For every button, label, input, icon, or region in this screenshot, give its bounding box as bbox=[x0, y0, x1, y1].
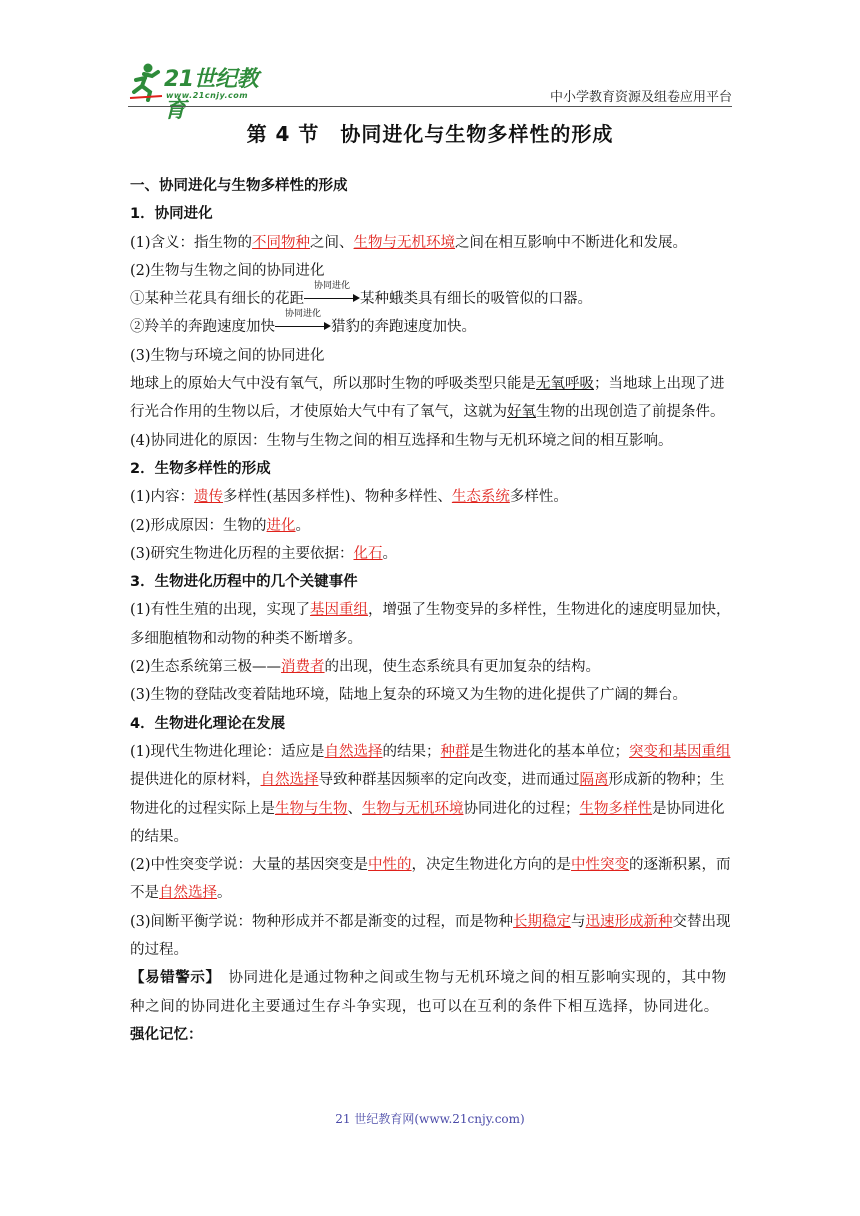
paragraph bbox=[130, 512, 734, 540]
text: 。 bbox=[295, 517, 311, 534]
subheading-theory: 4．生物进化理论在发展 bbox=[130, 715, 286, 732]
main-content bbox=[130, 172, 734, 1049]
logo bbox=[128, 60, 278, 123]
keyword: 隔离 bbox=[579, 772, 609, 789]
subheading-biodiversity: 2．生物多样性的形成 bbox=[130, 460, 271, 477]
text: 提供进化的原材料， bbox=[130, 772, 261, 789]
keyword: 中性突变 bbox=[571, 857, 630, 874]
keyword: 进化 bbox=[266, 517, 296, 534]
keyword: 自然选择 bbox=[324, 743, 383, 760]
text: 之间在相互影响中不断进化和发展。 bbox=[455, 234, 688, 251]
keyword: 突变和基因重组 bbox=[629, 743, 731, 760]
text: 某种蛾类具有细长的吸管似的口器。 bbox=[360, 291, 592, 308]
keyword: 生态系统 bbox=[451, 489, 510, 506]
text: (1)内容： bbox=[130, 489, 195, 506]
text: 生物的出现创造了前提条件。 bbox=[536, 404, 725, 421]
text: ；当地球上出现了进行光合作用的生物以后，才使原始大气中有了氧气，这就为 bbox=[130, 376, 725, 421]
text: 多样性(基因多样性)、物种多样性、 bbox=[223, 489, 452, 506]
text: 猎豹的奔跑速度加快。 bbox=[331, 319, 476, 336]
text: (3)间断平衡学说：物种形成并不都是渐变的过程，而是物种 bbox=[130, 913, 514, 930]
text: ，增强了生物变异的多样性，生物进化的速度明显加快，多细胞植物和动物的种类不断增多。 bbox=[130, 602, 731, 647]
logo-url: www.21cnjy.com bbox=[166, 91, 249, 100]
text: 多样性。 bbox=[509, 489, 568, 506]
keyword: 生物与生物 bbox=[275, 800, 348, 817]
runner-logo-icon bbox=[128, 62, 164, 102]
page-header bbox=[128, 60, 732, 123]
text: ，决定生物进化方向的是 bbox=[411, 857, 572, 874]
text: 交替出现的过程。 bbox=[130, 913, 731, 959]
keyword: 自然选择 bbox=[260, 772, 319, 789]
text: ①某种兰花具有细长的花距 bbox=[130, 291, 304, 308]
keyword: 遗传 bbox=[194, 489, 224, 506]
text: 。 bbox=[382, 545, 398, 562]
keyword: 生物与无机环境 bbox=[353, 234, 456, 251]
text: 形成新的物种；生物进化的过程实际上是 bbox=[130, 772, 725, 817]
text: 与 bbox=[571, 913, 586, 930]
text: 是协同进化的结果。 bbox=[130, 800, 725, 845]
warning-label: 【易错警示】 bbox=[130, 970, 214, 987]
paragraph-punctuated bbox=[130, 908, 734, 965]
text: 、 bbox=[347, 800, 362, 817]
text: (1)含义：指生物的 bbox=[130, 234, 253, 251]
text: (2)形成原因：生物的 bbox=[130, 517, 267, 534]
text: 导致种群基因频率的定向改变，进而通过 bbox=[318, 772, 580, 789]
text: 的结果； bbox=[382, 743, 441, 760]
warning-note bbox=[130, 964, 734, 1021]
text: 的出现，使生态系统具有更加复杂的结构。 bbox=[324, 659, 601, 676]
paragraph bbox=[130, 540, 734, 568]
coevolution-arrow-icon bbox=[275, 309, 331, 333]
text: (1)有性生殖的出现，实现了 bbox=[130, 602, 311, 619]
keyword: 种群 bbox=[440, 743, 470, 760]
memory-heading: 强化记忆： bbox=[130, 1026, 203, 1043]
text: 地球上的原始大气中没有氧气，所以那时生物的呼吸类型只能是 bbox=[130, 376, 536, 393]
keyword: 生物与无机环境 bbox=[362, 800, 464, 817]
text: (1)现代生物进化理论：适应是 bbox=[130, 743, 325, 760]
logo-text: 21世纪教育 bbox=[164, 67, 259, 123]
text: 之间、 bbox=[310, 234, 354, 251]
paragraph-modern-theory bbox=[130, 738, 734, 851]
underlined-term: 无氧呼吸 bbox=[536, 376, 594, 393]
underlined-term: 好氧 bbox=[507, 404, 536, 421]
warning-text: 协同进化是通过物种之间或生物与无机环境之间的相互影响实现的，其中物种之间的协同进化主要通过生存斗争实现，也可以在互利的条件下相互选择，协同进化。 bbox=[130, 970, 727, 1015]
paragraph bbox=[130, 483, 734, 511]
keyword: 长期稳定 bbox=[513, 913, 572, 930]
paragraph-orchid bbox=[130, 281, 734, 313]
paragraph-definition bbox=[130, 229, 734, 257]
coevolution-arrow-icon bbox=[304, 281, 360, 305]
header-divider bbox=[128, 106, 732, 107]
keyword: 中性的 bbox=[368, 857, 412, 874]
paragraph-neutral-theory bbox=[130, 851, 734, 908]
arrow-label: 协同进化 bbox=[313, 281, 350, 292]
paragraph: (3)生物与环境之间的协同进化 bbox=[130, 347, 325, 364]
page-footer: 21 世纪教育网(www.21cnjy.com) bbox=[335, 1112, 525, 1126]
paragraph bbox=[130, 653, 734, 681]
text: 。 bbox=[217, 885, 232, 902]
text: ②羚羊的奔跑速度加快 bbox=[130, 319, 275, 336]
page-title: 第 4 节 协同进化与生物多样性的形成 bbox=[246, 122, 614, 146]
platform-name: 中小学教育资源及组卷应用平台 bbox=[549, 90, 732, 105]
keyword: 化石 bbox=[353, 545, 383, 562]
arrow-label: 协同进化 bbox=[284, 309, 321, 320]
keyword: 基因重组 bbox=[310, 602, 369, 619]
paragraph-antelope bbox=[130, 309, 734, 341]
subheading-key-events: 3．生物进化历程中的几个关键事件 bbox=[130, 574, 358, 591]
subheading-coevolution: 1．协同进化 bbox=[130, 206, 213, 223]
keyword: 不同物种 bbox=[252, 234, 311, 251]
keyword: 生物多样性 bbox=[579, 800, 652, 817]
keyword: 迅速形成新种 bbox=[585, 913, 673, 930]
text: 是生物进化的基本单位； bbox=[469, 743, 630, 760]
text: 协同进化的过程； bbox=[463, 800, 580, 817]
paragraph: (3)生物的登陆改变着陆地环境，陆地上复杂的环境又为生物的进化提供了广阔的舞台。 bbox=[130, 687, 688, 704]
paragraph-atmosphere bbox=[130, 370, 734, 427]
text: (3)研究生物进化历程的主要依据： bbox=[130, 545, 354, 562]
paragraph: (2)生物与生物之间的协同进化 bbox=[130, 262, 325, 279]
text: (2)生态系统第三极—— bbox=[130, 659, 282, 676]
paragraph bbox=[130, 596, 734, 653]
text: 的逐渐积累，而不是 bbox=[130, 857, 731, 902]
text: (2)中性突变学说：大量的基因突变是 bbox=[130, 857, 369, 874]
section-heading: 一、协同进化与生物多样性的形成 bbox=[130, 178, 348, 194]
keyword: 消费者 bbox=[281, 659, 325, 676]
keyword: 自然选择 bbox=[159, 885, 217, 902]
paragraph: (4)协同进化的原因：生物与生物之间的相互选择和生物与无机环境之间的相互影响。 bbox=[130, 432, 673, 449]
